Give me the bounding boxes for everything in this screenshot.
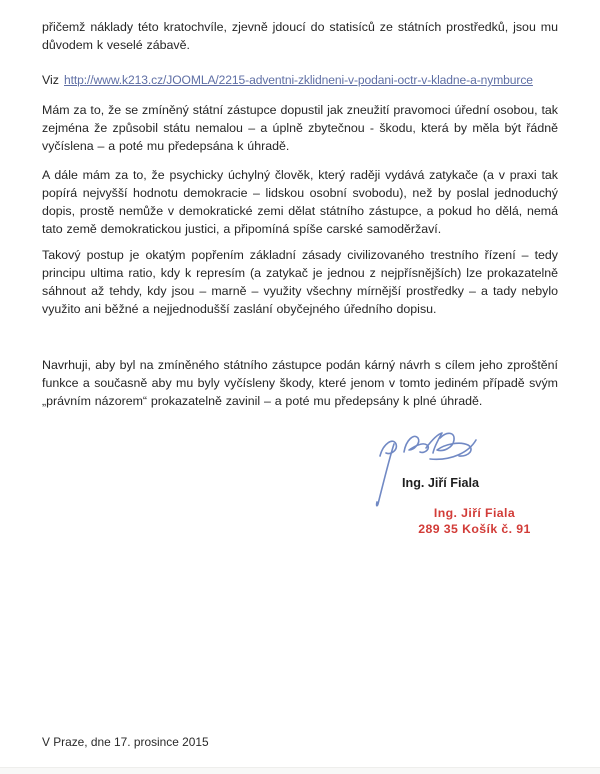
paragraph-proposal: Navrhuji, aby byl na zmíněného státního zástupce podán kárný návrh s cílem jeho zproštění funkce a současně aby mu byly vyčísleny škody, které jenom v tomto jediném případě svým „právním názorem“ prokazatelně zavinil – a poté mu předepsány k plné úhradě. — [42, 358, 558, 408]
address-stamp — [392, 505, 557, 537]
paragraph-costs: přičemž náklady této kratochvíle, zjevně jdoucí do statisíců ze státních prostředků, jsou mu důvodem k veselé zábavě. — [42, 20, 558, 52]
handwritten-signature-icon — [368, 428, 488, 510]
paragraph-abuse-of-power: Mám za to, že se zmíněný státní zástupce dopustil jak zneužití pravomoci úřední osobou, tak zejména že způsobil státu nemalou – a úplně zbytečnou - škodu, která by měla být řádně vyčíslena – a poté mu předepsána k úhradě. — [42, 103, 558, 153]
paragraph-ultima-ratio: Takový postup je okatým popřením základní zásady civilizovaného trestního řízení – tedy principu ultima ratio, kdy k represím (a zatykač je jednou z nejpřísnějších) lze prokazatelně sáhnout až tehdy, kdy jsou – marně – využity všechny mírnější prostředky – a tady nebylo využito ani běžné a nejjednodušší zaslání obyčejného úředního dopisu. — [42, 248, 558, 316]
paragraph-character-criticism: A dále mám za to, že psychicky úchylný člověk, který raději vydává zatykače (a v praxi tak popírá nejvyšší hodnotu demokracie – lidskou osobní svobodu), než by poslal jednoduchý dopis, prostě nemůže v demokratické zemi dělat státního zástupce, a pokud ho dělá, nemá tato země demokratickou justici, a připomíná spíše carské samoděržaví. — [42, 168, 558, 236]
link-prefix: Viz — [42, 73, 59, 87]
article-hyperlink[interactable]: http://www.k213.cz/JOOMLA/2215-adventni-zklidneni-v-podani-octr-v-kladne-a-nymburce — [64, 73, 533, 87]
signatory-name: Ing. Jiří Fiala — [402, 476, 479, 490]
scan-edge-artifact — [0, 767, 600, 774]
stamp-name-line: Ing. Jiří Fiala — [433, 506, 516, 520]
stamp-address-line: 289 35 Košík č. 91 — [418, 522, 531, 536]
link-line — [42, 71, 558, 89]
date-place-line: V Praze, dne 17. prosince 2015 — [42, 735, 209, 749]
signature-block — [330, 428, 570, 553]
